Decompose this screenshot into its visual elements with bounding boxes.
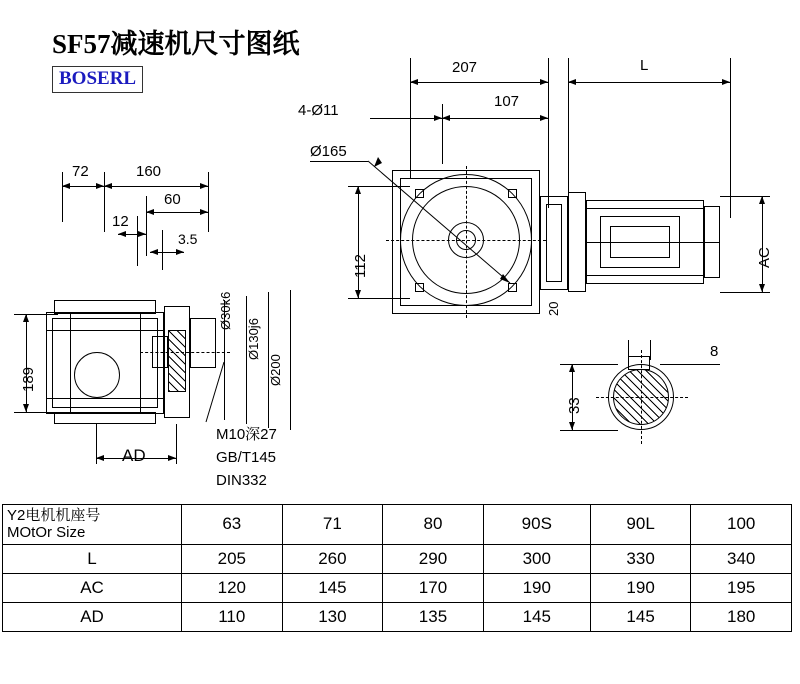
dim-72: 72 bbox=[72, 163, 89, 180]
spec-table bbox=[2, 504, 792, 632]
dim-3-5: 3.5 bbox=[178, 231, 198, 247]
row-AD-val-2: 135 bbox=[383, 602, 484, 631]
row-AC-val-0: 120 bbox=[182, 573, 283, 602]
row-label-AD: AD bbox=[3, 602, 182, 631]
note-thread-2: GB/T145 bbox=[216, 449, 277, 466]
dim-8: 8 bbox=[710, 343, 719, 360]
row-AC-val-4: 190 bbox=[590, 573, 691, 602]
row-AD-val-1: 130 bbox=[282, 602, 383, 631]
output-shaft-circle bbox=[74, 352, 120, 398]
dim-O200: Ø200 bbox=[268, 354, 283, 386]
dim-112: 112 bbox=[352, 254, 369, 278]
dim-AD: AD bbox=[122, 446, 146, 465]
dim-4xO11: 4-Ø11 bbox=[298, 102, 339, 119]
gearbox-foot bbox=[54, 412, 156, 424]
brand-logo: BOSERL bbox=[52, 66, 143, 93]
dim-33: 33 bbox=[566, 397, 583, 414]
dim-12: 12 bbox=[112, 213, 129, 230]
dim-AC: AC bbox=[756, 247, 773, 268]
note-thread-1: M10深27 bbox=[216, 426, 277, 443]
dim-107: 107 bbox=[494, 93, 520, 110]
dim-189: 189 bbox=[20, 366, 37, 392]
motor-endplate bbox=[568, 192, 586, 292]
row-AC-val-1: 145 bbox=[282, 573, 383, 602]
row-L-val-4: 330 bbox=[590, 544, 691, 573]
row-AD-val-5: 180 bbox=[691, 602, 792, 631]
row-AD-val-0: 110 bbox=[182, 602, 283, 631]
keyway bbox=[628, 356, 650, 370]
row-AC-val-3: 190 bbox=[483, 573, 590, 602]
bolt-hole-3 bbox=[415, 283, 424, 292]
dim-O165: Ø165 bbox=[310, 143, 347, 160]
size-cell-0: 63 bbox=[182, 505, 283, 545]
dim-O30k6: Ø30k6 bbox=[218, 291, 233, 330]
table-row bbox=[3, 602, 792, 631]
header-label-en: MOtOr Size bbox=[7, 524, 86, 542]
flange-section-hatch bbox=[168, 330, 186, 392]
table-header-row bbox=[3, 505, 792, 545]
header-label-cn: Y2电机机座号 bbox=[7, 507, 101, 524]
row-L-val-3: 300 bbox=[483, 544, 590, 573]
thread-note-leader bbox=[186, 360, 246, 432]
row-AC-val-2: 170 bbox=[383, 573, 484, 602]
size-cell-4: 90L bbox=[590, 505, 691, 545]
dim-60: 60 bbox=[164, 191, 181, 208]
size-cell-3: 90S bbox=[483, 505, 590, 545]
page-title: SF57减速机尺寸图纸 bbox=[52, 29, 300, 59]
row-AD-val-4: 145 bbox=[590, 602, 691, 631]
row-L-val-5: 340 bbox=[691, 544, 792, 573]
row-label-AC: AC bbox=[3, 573, 182, 602]
row-L-val-1: 260 bbox=[282, 544, 383, 573]
dim-O130j6: Ø130j6 bbox=[246, 318, 261, 360]
coupling-inner bbox=[546, 204, 562, 282]
table-row bbox=[3, 544, 792, 573]
dim-20: 20 bbox=[546, 301, 561, 316]
bolt-hole-4 bbox=[508, 283, 517, 292]
size-cell-1: 71 bbox=[282, 505, 383, 545]
row-label-L: L bbox=[3, 544, 182, 573]
size-cell-5: 100 bbox=[691, 505, 792, 545]
gearbox-top-cap bbox=[54, 300, 156, 314]
size-cell-2: 80 bbox=[383, 505, 484, 545]
bolt-hole-1 bbox=[415, 189, 424, 198]
note-thread-3: DIN332 bbox=[216, 472, 267, 489]
dim-207: 207 bbox=[452, 59, 478, 76]
dim-160: 160 bbox=[136, 163, 162, 180]
table-row bbox=[3, 573, 792, 602]
dim-L: L bbox=[640, 57, 649, 74]
row-AC-val-5: 195 bbox=[691, 573, 792, 602]
bolt-hole-2 bbox=[508, 189, 517, 198]
row-L-val-2: 290 bbox=[383, 544, 484, 573]
row-L-val-0: 205 bbox=[182, 544, 283, 573]
row-AD-val-3: 145 bbox=[483, 602, 590, 631]
